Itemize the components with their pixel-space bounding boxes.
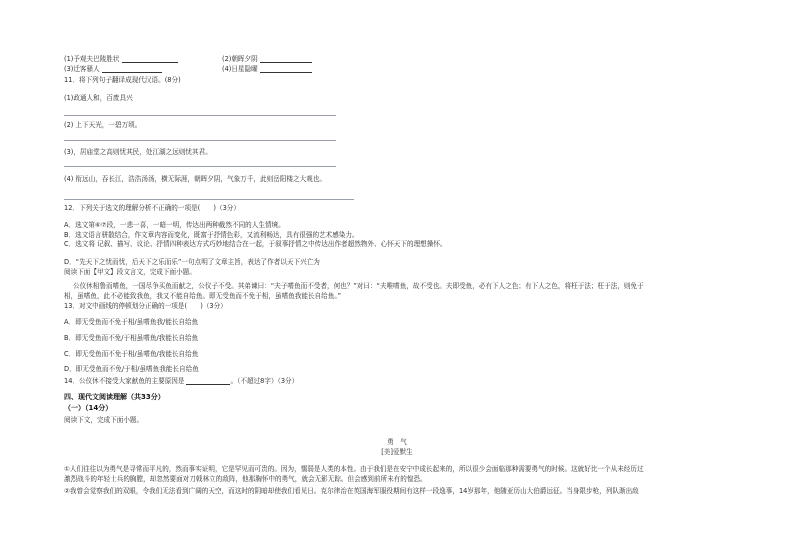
q13-option-a: A．即无受鱼而不免于相/虽嗜鱼我/能长自给鱼 bbox=[64, 318, 199, 326]
q11-title: 11．将下列句子翻译成现代汉语。(8分) bbox=[64, 76, 181, 84]
article-paragraph-1a: ①人们往往以为勇气是寻常而平凡的，然而事实证明，它是罕见而可贵的。因为，懦弱是人类的本性。由于我们是在安宁中成长起来的，所以很少会面临那种需要勇气的时候。这就好比一个从未经历过 bbox=[64, 465, 644, 473]
vocab-item-3: (3)迁客骚人 bbox=[64, 65, 162, 73]
q13-option-d: D．即无受鱼而不免/于相/虽嗜鱼我能长自给鱼 bbox=[64, 365, 199, 373]
section-4-title: 四、现代文阅读理解（共33分） bbox=[64, 393, 165, 401]
q13-option-b: B．即无受鱼而不免/于相虽嗜鱼/我能长自给鱼 bbox=[64, 334, 199, 342]
q14-question: 14．公仪休不接受大家献鱼的主要原因是 。（不超过8字）（3分） bbox=[64, 377, 299, 385]
article-title: 勇 气 bbox=[387, 438, 407, 446]
section-4-subtitle: （一）（14分） bbox=[64, 404, 113, 412]
q11-sentence-3: (3)，居庙堂之高则忧其民，处江湖之远则忧其君。 bbox=[64, 148, 212, 156]
q12-title: 12．下列关于选文的理解分析不正确的一项是( )（3分） bbox=[64, 204, 240, 212]
vocab-item-2: (2)朝晖夕阴 bbox=[222, 55, 312, 63]
section-4-intro: 阅读下文，完成下面小题。 bbox=[64, 416, 144, 424]
passage-line-2: 相，虽嗜鱼，此不必能致我鱼，我又不能自给鱼。即无受鱼而不免于相，虽嗜鱼我能长自给鱼。” bbox=[64, 292, 342, 300]
vocab-item-1: (1)予观夫巴陵胜状 bbox=[64, 55, 178, 63]
passage-line-1: 公仪休相鲁而嗜鱼，一国尽争买鱼而献之，公仪子不受。其弟谏曰：“夫子嗜鱼而不受者，何也？”对曰：“夫唯嗜鱼，故不受也。夫即受鱼，必有下人之色；有下人之色，将枉于法；枉于法，则免于 bbox=[73, 282, 644, 290]
q12-option-b: B．选文语言骈散结合，作文章内容而变化，既富于抒情色彩，又流利畅达，具有很强的艺术感染力。 bbox=[64, 231, 359, 239]
answer-line[interactable] bbox=[64, 199, 354, 200]
q13-option-c: C．即无受鱼而不免于相/虽嗜鱼/我能长自给鱼 bbox=[64, 350, 199, 358]
q11-sentence-2: (2) 上下天光，一碧万顷。 bbox=[64, 121, 142, 129]
q12-option-d: D．“先天下之忧而忧，后天下之乐而乐”一句点明了文章主旨，表达了作者以天下兴亡为 bbox=[64, 258, 320, 266]
article-author: [美]爱默生 bbox=[381, 448, 413, 456]
article-paragraph-1b: 激烈战斗的年轻士兵的胸膛，却忽然要面对刀戟林立的敌阵，他那胸怀中的勇气，就会无影无踪。但会感到前所未有的惶恐。 bbox=[64, 475, 427, 483]
q11-sentence-4: (4) 衔远山，吞长江，浩浩汤汤，横无际涯，朝晖夕阴，气象万千，此则岳阳楼之大观也。 bbox=[64, 175, 326, 183]
answer-line[interactable] bbox=[64, 166, 336, 167]
q13-title: 13．对文中画线的停顿划分正确的一项是( )（3分） bbox=[64, 302, 227, 310]
passage-intro: 阅读下面【甲文】段文言文，完成下面小题。 bbox=[64, 268, 196, 276]
answer-line[interactable] bbox=[64, 115, 336, 116]
q12-option-c: C．选文将 记叙、描写、议论、抒情四种表达方式巧妙地结合在一起，于叙事抒情之中传达出作者超然物外、心怀天下的理想操怀。 bbox=[64, 240, 447, 248]
article-paragraph-2: ②我曾会觉察我们的双眼，令我们无法看到广阔的天空，而这时的阴暗却使我们看见日。克尔律治在英国海军服役期间有这样一段逸事，14岁那年，他随亚历山大伯爵远征。当身限步枪，列队渐出敌 bbox=[64, 487, 639, 495]
q12-option-a: A．选文第⑥⑦段，一悲一喜，一暗一明，传达出两种截然不同的人生情境。 bbox=[64, 221, 285, 229]
vocab-item-4: (4)日星隐曜 bbox=[222, 65, 312, 73]
q11-sentence-1: (1)政通人和，百废具兴 bbox=[64, 94, 133, 102]
answer-line[interactable] bbox=[64, 140, 336, 141]
